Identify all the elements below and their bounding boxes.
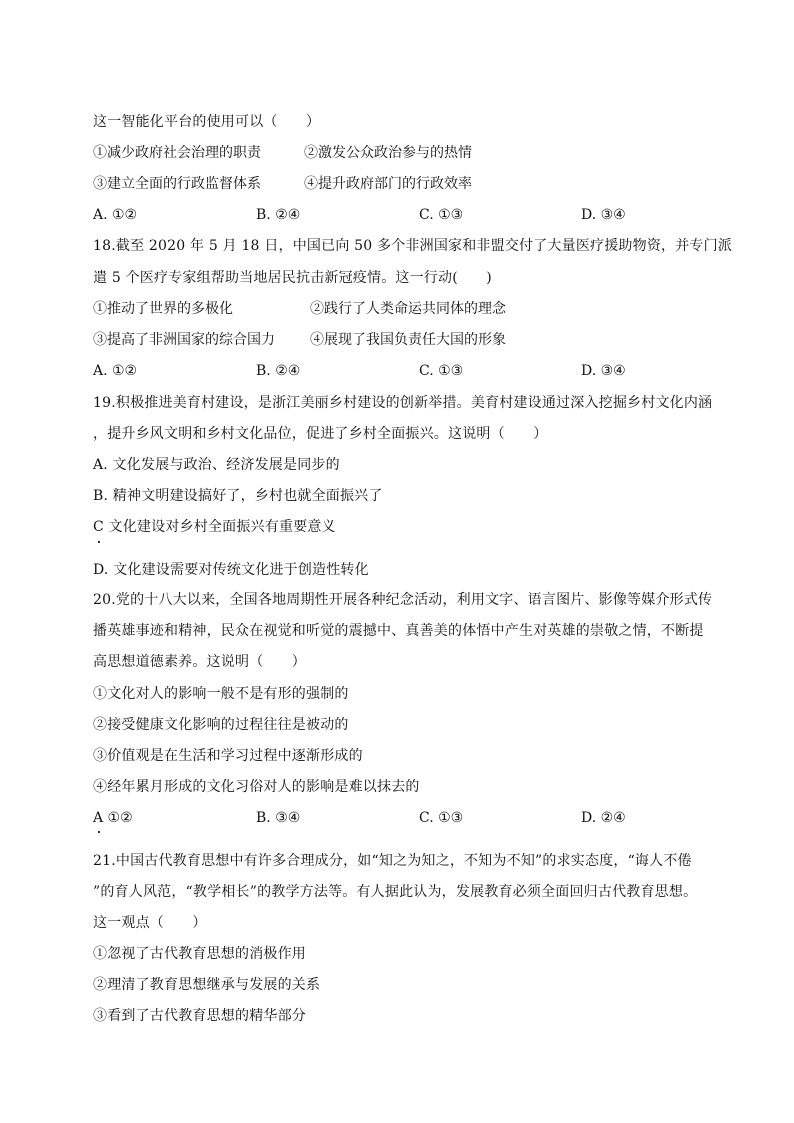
q19-option-a[interactable]: A. 文化发展与政治、经济发展是同步的 — [93, 457, 340, 473]
q19-option-d[interactable]: D. 文化建设需要对传统文化进于创造性转化 — [93, 562, 369, 578]
q18-stem-line2: 遣 5 个医疗专家组帮助当地居民抗击新冠疫情。这一行动( ) — [93, 270, 492, 286]
q18-options — [93, 361, 653, 381]
q21-stem-line1: 21.中国古代教育思想中有许多合理成分，如“知之为知之，不知为不知”的求实态度，“诲人不倦 — [93, 853, 692, 869]
q21-stem-line3: 这一观点（ ） — [93, 915, 207, 931]
q20-a-dot-mark — [98, 831, 100, 833]
q18-option-c[interactable]: C. ①③ — [419, 363, 464, 379]
q19-stem-line2: ，提升乡风文明和乡村文化品位，促进了乡村全面振兴。这说明（ ） — [93, 426, 548, 442]
q20-statement-3: ③价值观是在生活和学习过程中逐渐形成的 — [93, 748, 363, 764]
q20-option-a[interactable]: A ①② — [93, 810, 133, 826]
q17-statement-1: ①减少政府社会治理的职责 — [93, 145, 261, 161]
q18-statement-1: ①推动了世界的多极化 — [93, 301, 233, 317]
q18-statement-4: ④展现了我国负责任大国的形象 — [310, 332, 506, 348]
q21-stem-line2: ”的育人风范，“教学相长”的教学方法等。有人据此认为，发展教育必须全面回归古代教育思想。 — [93, 884, 698, 900]
q18-statement-3: ③提高了非洲国家的综合国力 — [93, 332, 275, 348]
q18-option-a[interactable]: A. ①② — [93, 363, 138, 379]
q17-statement-4: ④提升政府部门的行政效率 — [304, 176, 472, 192]
q17-statement-3: ③建立全面的行政监督体系 — [93, 176, 261, 192]
q20-option-b[interactable]: B. ③④ — [256, 810, 301, 826]
q21-statement-2: ②理清了教育思想继承与发展的关系 — [93, 977, 321, 993]
q19-option-c[interactable]: C 文化建设对乡村全面振兴有重要意义 — [93, 519, 336, 535]
q18-option-b[interactable]: B. ②④ — [256, 363, 301, 379]
q17-stem: 这一智能化平台的使用可以（ ） — [93, 114, 321, 130]
q20-statement-4: ④经年累月形成的文化习俗对人的影响是难以抹去的 — [93, 779, 420, 795]
q17-options — [93, 205, 653, 225]
q19-option-b[interactable]: B. 精神文明建设搞好了，乡村也就全面振兴了 — [93, 488, 383, 504]
q20-stem-line2: 播英雄事迹和精神，民众在视觉和听觉的震撼中、真善美的体悟中产生对英雄的崇敬之情，不断提 — [93, 623, 704, 639]
q17-option-a[interactable]: A. ①② — [93, 207, 138, 223]
q17-option-b[interactable]: B. ②④ — [256, 207, 301, 223]
q17-option-d[interactable]: D. ③④ — [581, 207, 626, 223]
q21-statement-3: ③看到了古代教育思想的精华部分 — [93, 1008, 306, 1024]
q21-statement-1: ①忽视了古代教育思想的消极作用 — [93, 946, 306, 962]
q20-options — [93, 808, 653, 828]
q20-stem-line1: 20.党的十八大以来，全国各地周期性开展各种纪念活动，利用文字、语言图片、影像等媒介形式传 — [93, 592, 713, 608]
q19-c-dot-mark — [98, 541, 100, 543]
q17-option-c[interactable]: C. ①③ — [419, 207, 464, 223]
q20-statement-1: ①文化对人的影响一般不是有形的强制的 — [93, 686, 349, 702]
q20-statement-2: ②接受健康文化影响的过程往往是被动的 — [93, 717, 349, 733]
q17-statement-2: ②激发公众政治参与的热情 — [304, 145, 472, 161]
q20-option-d[interactable]: D. ②④ — [581, 810, 626, 826]
q20-stem-line3: 高思想道德素养。这说明（ ） — [93, 654, 306, 670]
q19-stem-line1: 19.积极推进美育村建设，是浙江美丽乡村建设的创新举措。美育村建设通过深入挖掘乡村文化内涵 — [93, 395, 713, 411]
q18-statement-2: ②践行了人类命运共同体的理念 — [310, 301, 506, 317]
q18-stem-line1: 18.截至 2020 年 5 月 18 日，中国已向 50 多个非洲国家和非盟交付了大量医疗援助物资，并专门派 — [93, 238, 733, 254]
q20-option-c[interactable]: C. ①③ — [419, 810, 464, 826]
q18-option-d[interactable]: D. ③④ — [581, 363, 626, 379]
